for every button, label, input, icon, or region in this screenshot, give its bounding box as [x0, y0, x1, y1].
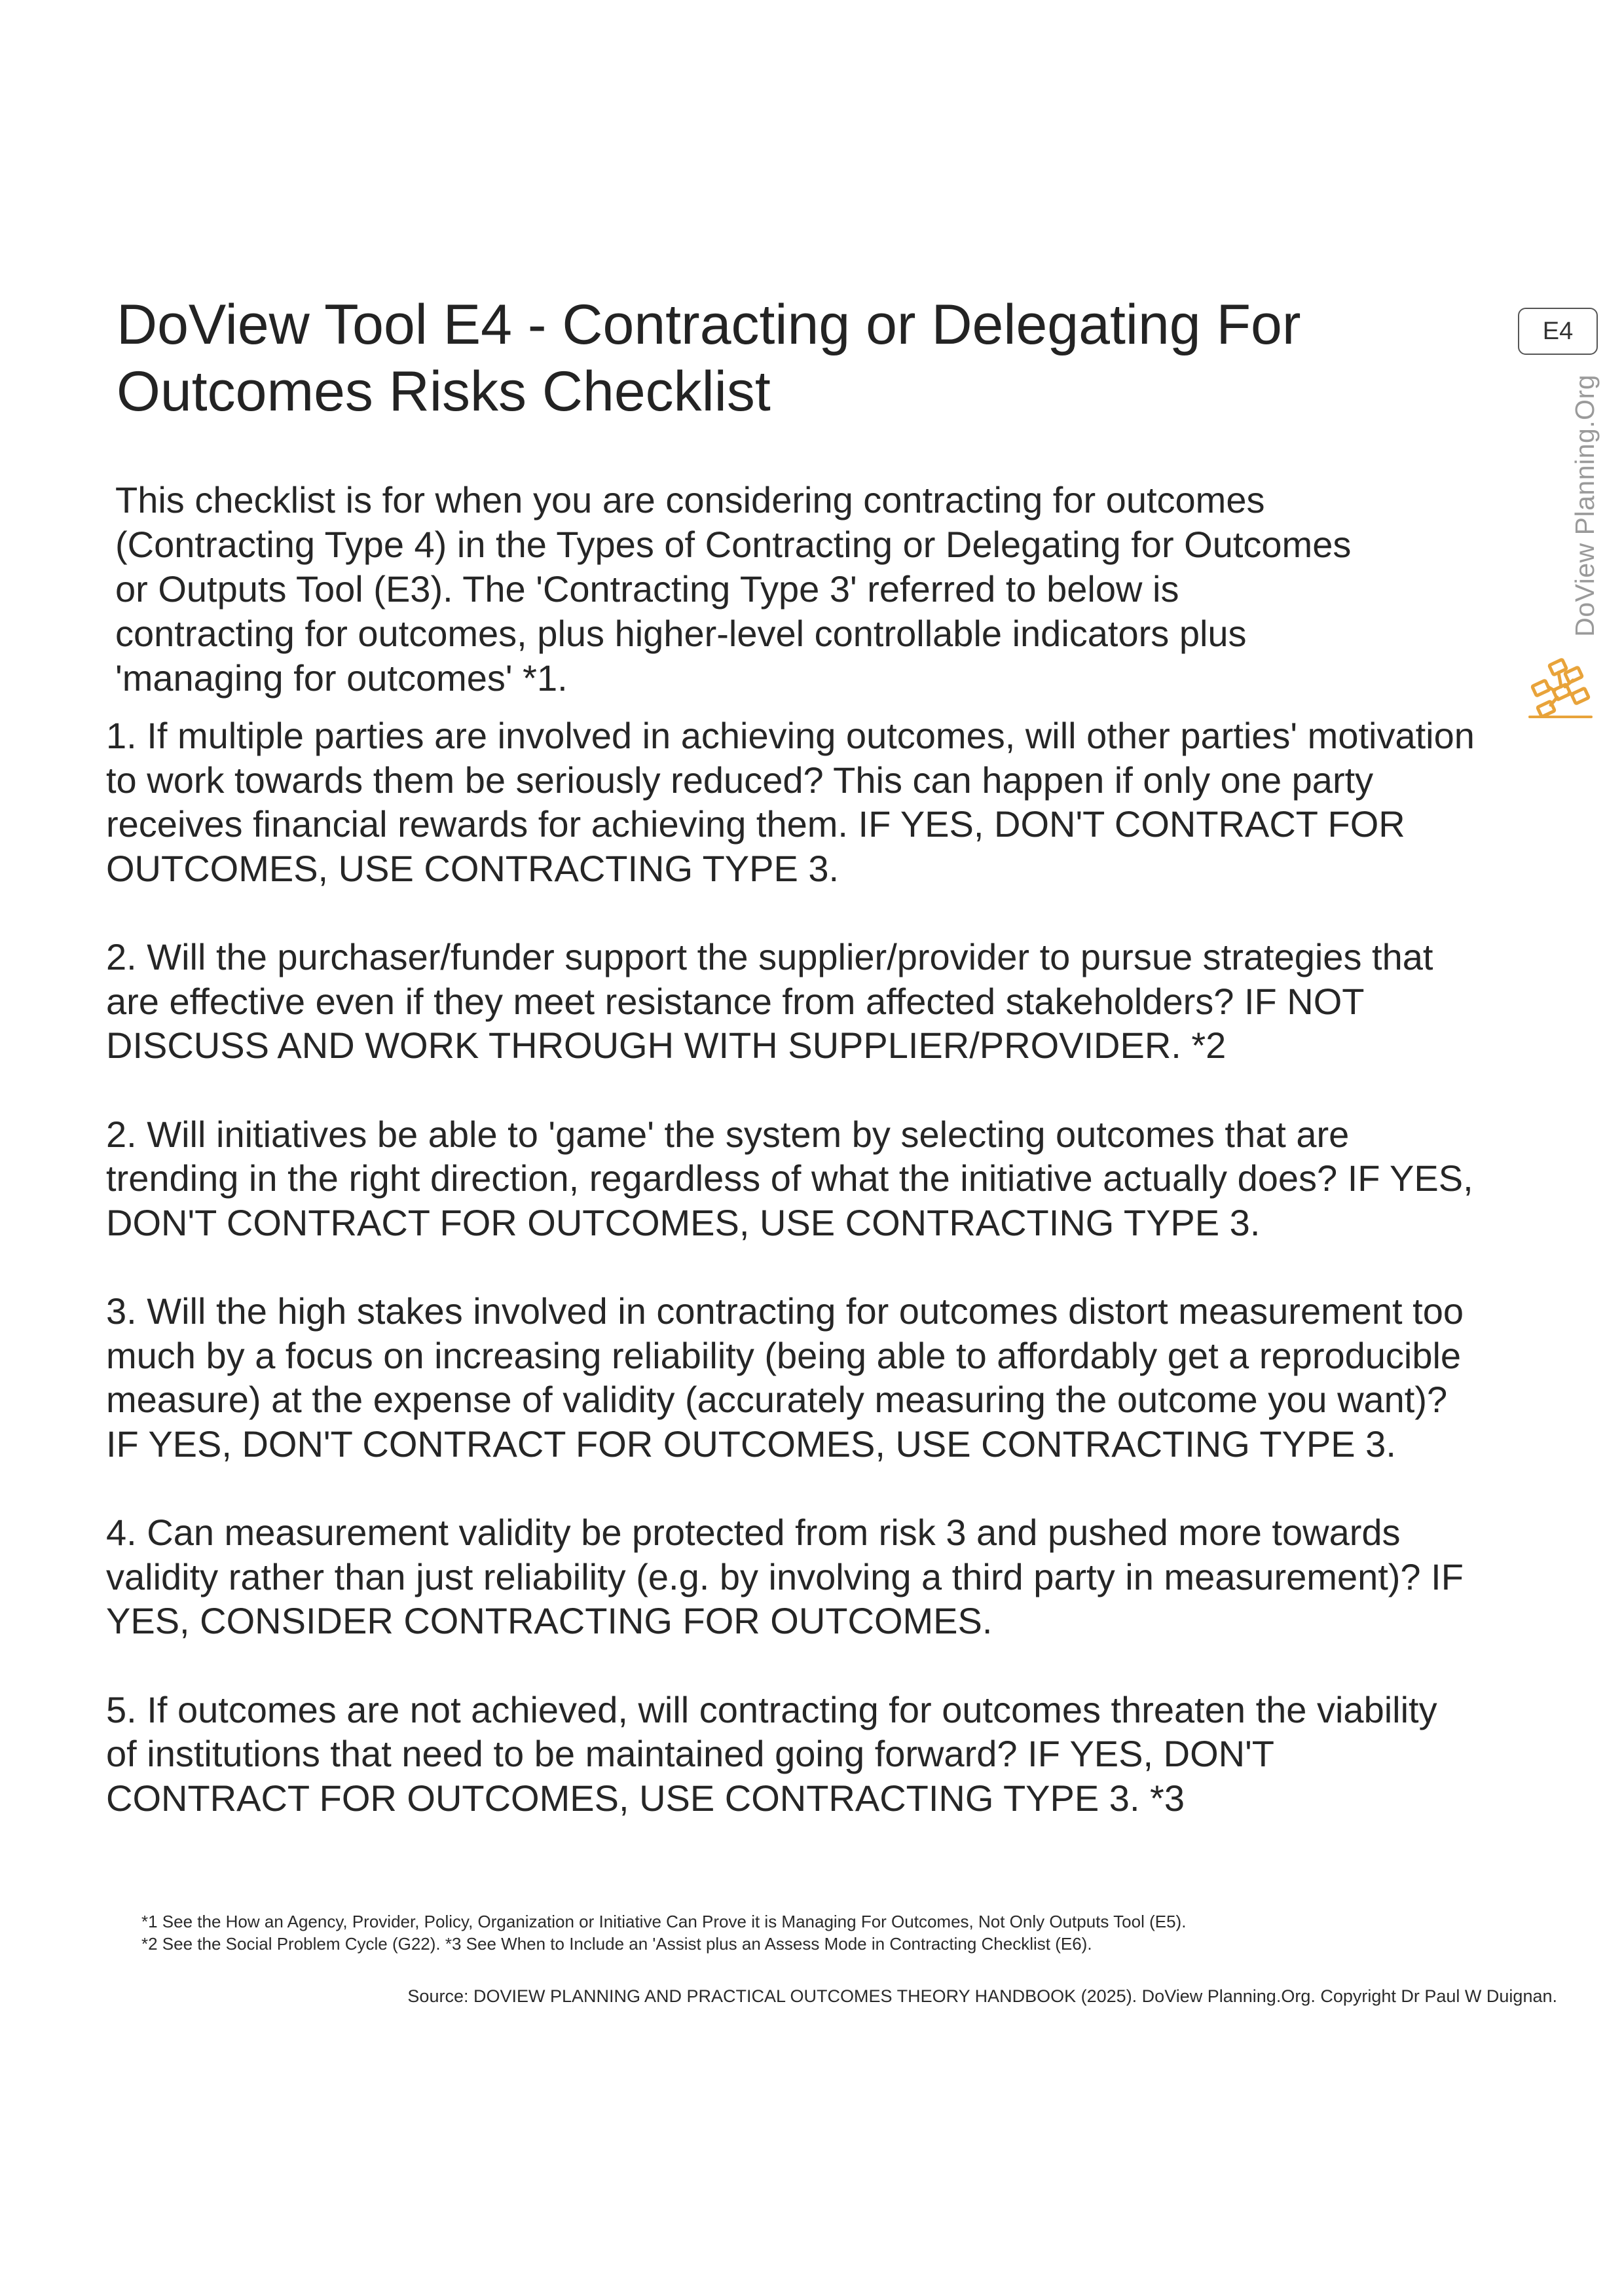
footnotes — [141, 1910, 1451, 1955]
source-citation: Source: DOVIEW PLANNING AND PRACTICAL OUTCOMES THEORY HANDBOOK (2025). DoView Planning.Org. Copyright Dr Paul W Duignan. — [407, 1986, 1557, 2006]
checklist-item: 3. Will the high stakes involved in contracting for outcomes distort measurement too much by a focus on increasing reliability (being able to affordably get a reproducible measure) at the expense of validity (accurately measuring the outcome you want)? IF YES, DON'T CONTRACT FOR OUTCOMES, USE CONTRACTING TYPE 3. — [106, 1290, 1464, 1465]
doview-logo-icon — [1526, 658, 1596, 725]
brand-name: DoView Planning.Org — [1570, 374, 1600, 637]
checklist-item: 4. Can measurement validity be protected from risk 3 and pushed more towards validity rather than just reliability (e.g. by involving a third party in measurement)? IF YES, CONSIDER CONTRACTING FOR OUTCOMES. — [106, 1512, 1464, 1641]
checklist-item: 2. Will the purchaser/funder support the supplier/provider to pursue strategies that are effective even if they meet resistance from affected stakeholders? IF NOT DISCUSS AND WORK THROUGH WITH SUPPLIER/PROVIDER. *2 — [106, 936, 1433, 1066]
tool-code-badge: E4 — [1518, 308, 1598, 355]
checklist-item: 1. If multiple parties are involved in achieving outcomes, will other parties' motivation to work towards them be seriously reduced? This can happen if only one party receives financial rewards for achieving them. IF YES, DON'T CONTRACT FOR OUTCOMES, USE CONTRACTING TYPE 3. — [106, 715, 1475, 889]
page-title — [117, 291, 1426, 425]
title-line-1: DoView Tool E4 - Contracting or Delegating For — [117, 293, 1301, 356]
checklist-item: 2. Will initiatives be able to 'game' the system by selecting outcomes that are trending in the right direction, regardless of what the initiative actually does? IF YES, DON'T CONTRACT FOR OUTCOMES, USE CONTRACTING TYPE 3. — [106, 1113, 1473, 1243]
title-line-2: Outcomes Risks Checklist — [117, 360, 771, 423]
intro-paragraph: This checklist is for when you are considering contracting for outcomes (Contracting Type 4) in the Types of Contracting or Delegating for Outcomes or Outputs Tool (E3). The 'Contracting Type 3' referred to below is contracting for outcomes, plus higher-level controllable indicators plus 'managing for outcomes' *1. — [115, 479, 1352, 699]
footnote-line: *2 See the Social Problem Cycle (G22). *3 See When to Include an 'Assist plus an Assess Mode in Contracting Checklist (E6). — [141, 1934, 1092, 1954]
checklist-item: 5. If outcomes are not achieved, will contracting for outcomes threaten the viability of institutions that need to be maintained going forward? IF YES, DON'T CONTRACT FOR OUTCOMES, USE CONTRACTING TYPE 3. *3 — [106, 1688, 1437, 1819]
footnote-line: *1 See the How an Agency, Provider, Policy, Organization or Initiative Can Prove it is Managing For Outcomes, Not Only Outputs Tool (E5). — [141, 1912, 1187, 1931]
checklist — [106, 714, 1475, 1865]
